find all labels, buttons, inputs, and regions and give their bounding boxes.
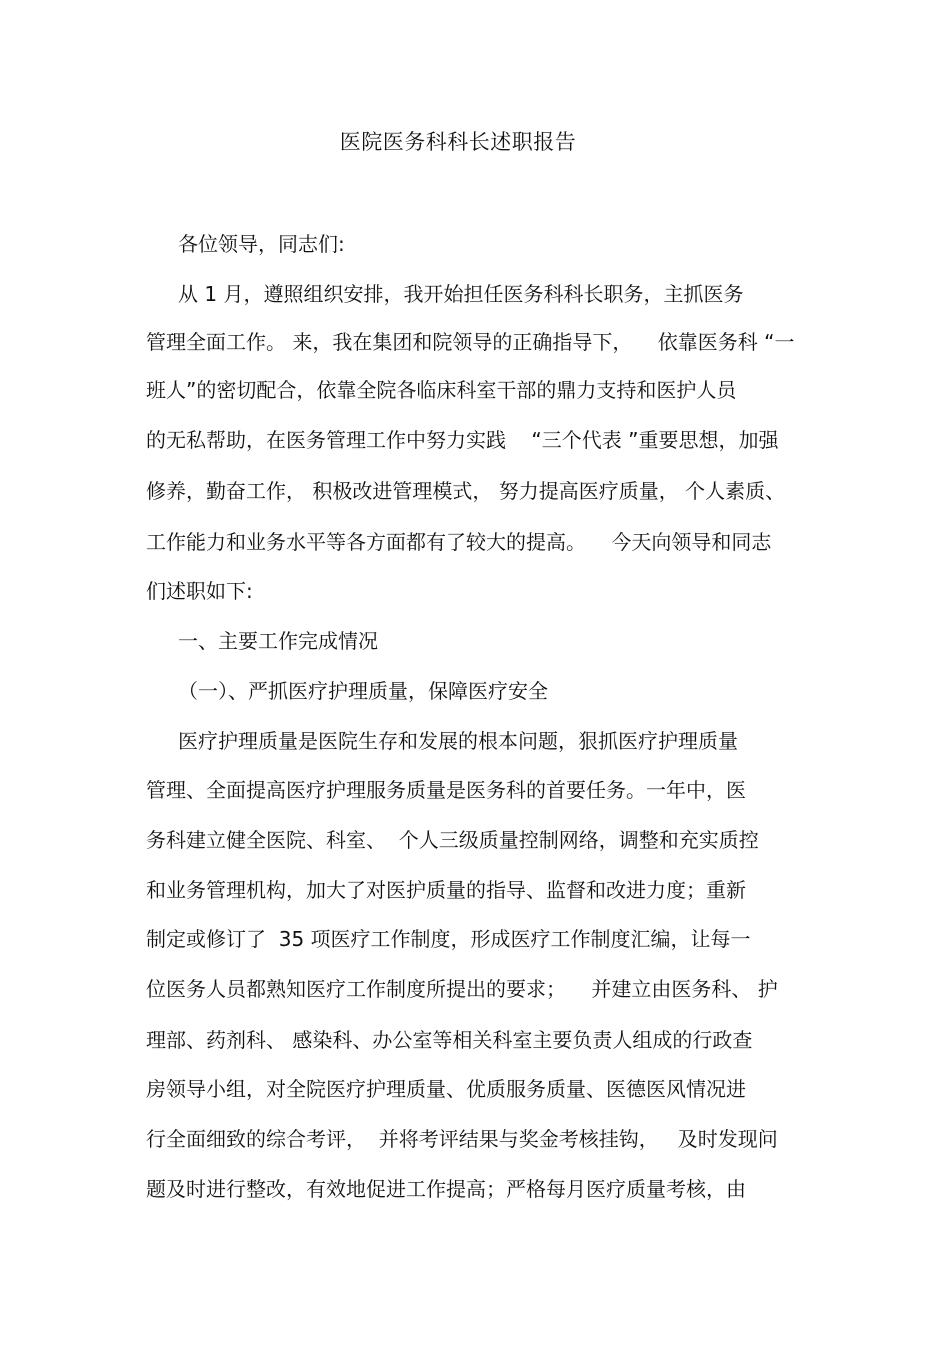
paragraph-line: 修养，勤奋工作， 积极改进管理模式， 努力提高医疗质量， 个人素质、 <box>146 479 786 503</box>
paragraph-line: 从 1 月，遵照组织安排，我开始担任医务科科长职务，主抓医务 <box>178 282 744 306</box>
paragraph-line: 房领导小组，对全院医疗护理质量、优质服务质量、医德医风情况进 <box>146 1077 746 1101</box>
paragraph-line: 各位领导，同志们: <box>178 232 345 256</box>
paragraph-line: 工作能力和业务水平等各方面都有了较大的提高。 今天向领导和同志 <box>146 530 772 554</box>
paragraph-line: 和业务管理机构，加大了对医护质量的指导、监督和改进力度；重新 <box>146 878 746 902</box>
subsection-heading: （一）、严抓医疗护理质量，保障医疗安全 <box>178 679 548 703</box>
document-title: 医院医务科科长述职报告 <box>339 130 577 154</box>
paragraph-line: 班人”的密切配合，依靠全院各临床科室干部的鼎力支持和医护人员 <box>146 378 737 402</box>
section-heading: 一、主要工作完成情况 <box>178 629 378 653</box>
paragraph-line: 们述职如下: <box>146 579 253 603</box>
paragraph-line: 题及时进行整改，有效地促进工作提高；严格每月医疗质量考核，由 <box>146 1177 746 1201</box>
paragraph-line: 管理全面工作。 来，我在集团和院领导的正确指导下， 依靠医务科 “一 <box>146 330 795 354</box>
paragraph-line: 务科建立健全医院、科室、 个人三级质量控制网络，调整和充实质控 <box>146 828 759 852</box>
paragraph-line: 管理、全面提高医疗护理服务质量是医务科的首要任务。一年中，医 <box>146 778 746 802</box>
paragraph-line: 医疗护理质量是医院生存和发展的根本问题，狠抓医疗护理质量 <box>178 729 738 753</box>
paragraph-line: 制定或修订了 35 项医疗工作制度，形成医疗工作制度汇编，让每一 <box>146 927 751 951</box>
paragraph-line: 行全面细致的综合考评， 并将考评结果与奖金考核挂钩， 及时发现问 <box>146 1127 778 1151</box>
paragraph-line: 的无私帮助，在医务管理工作中努力实践 “三个代表 ”重要思想，加强 <box>146 428 779 452</box>
paragraph-line: 理部、药剂科、 感染科、办公室等相关科室主要负责人组成的行政查 <box>146 1028 753 1052</box>
paragraph-line: 位医务人员都熟知医疗工作制度所提出的要求； 并建立由医务科、 护 <box>146 977 778 1001</box>
